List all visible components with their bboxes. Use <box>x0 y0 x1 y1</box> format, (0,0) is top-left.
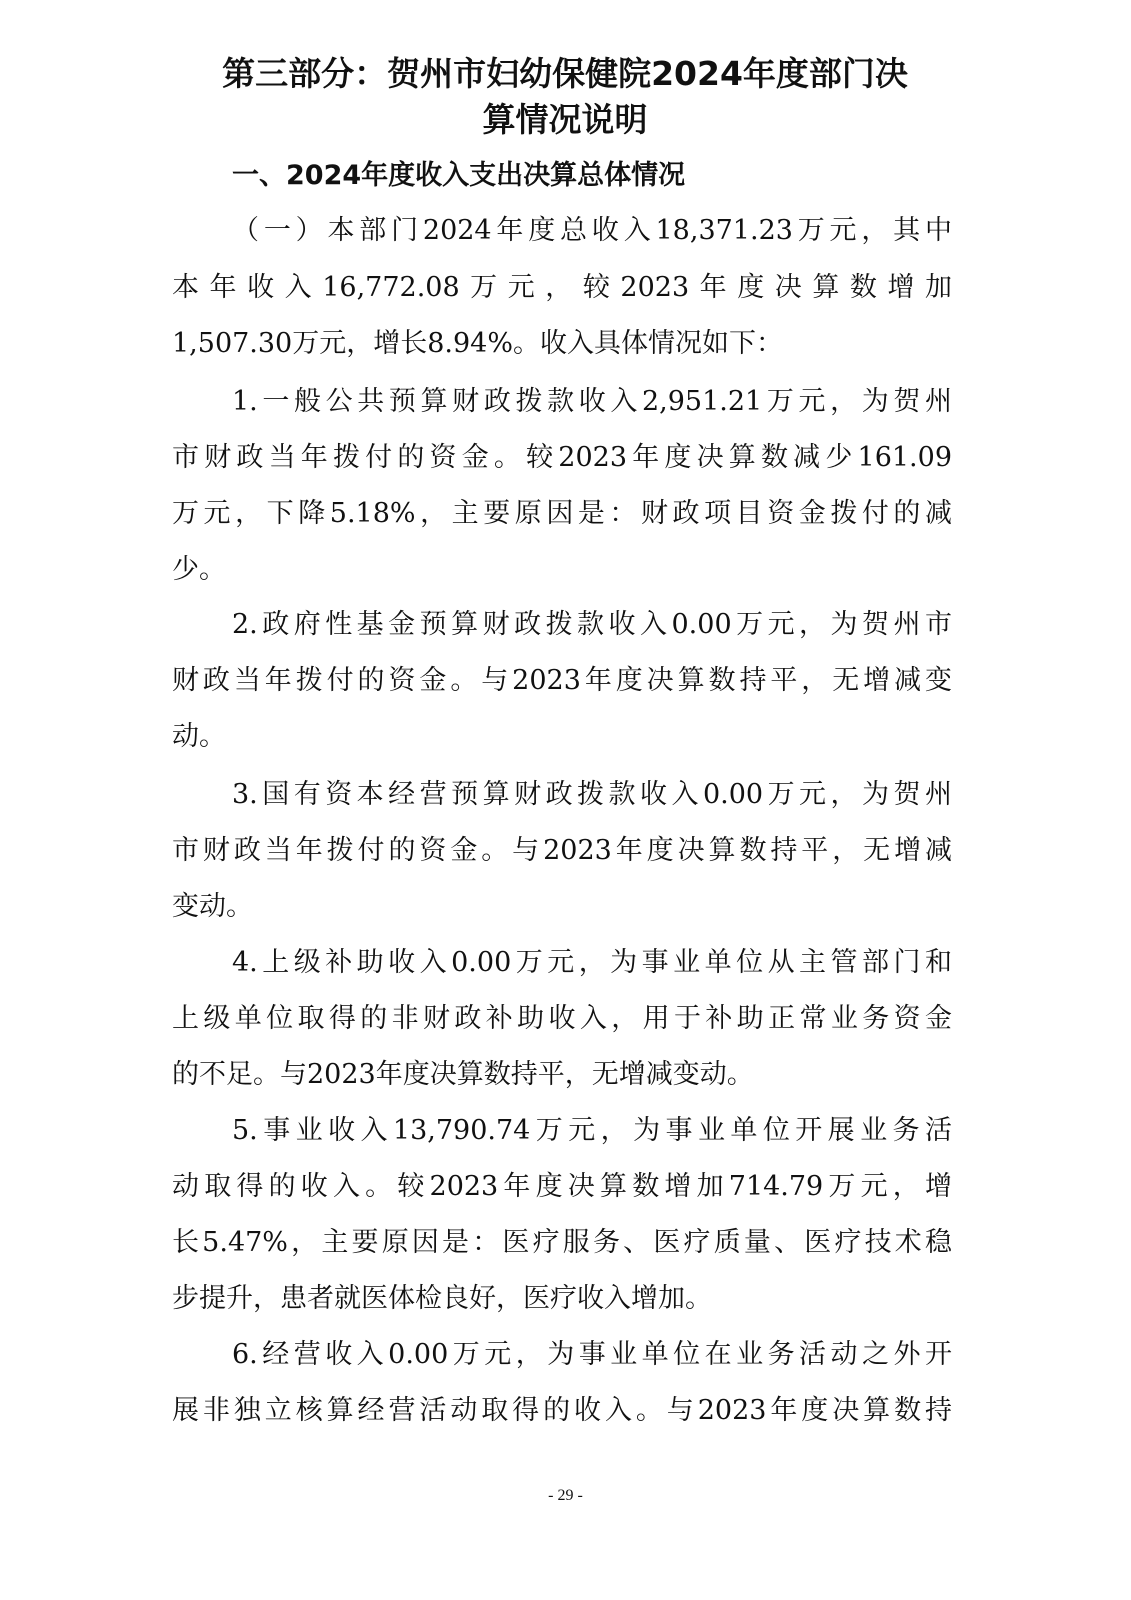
body-line: 市财政当年拨付的资金。较2023年度决算数减少161.09 <box>172 442 952 473</box>
body-line: 少。 <box>172 554 226 585</box>
body-line: 步提升，患者就医体检良好，医疗收入增加。 <box>172 1283 712 1314</box>
body-line: 展非独立核算经营活动取得的收入。与2023年度决算数持 <box>172 1395 952 1426</box>
body-line: 万元，下降5.18%，主要原因是：财政项目资金拨付的减 <box>172 498 952 529</box>
body-line: 2.政府性基金预算财政拨款收入0.00万元，为贺州市 <box>232 609 952 640</box>
body-line: 动。 <box>172 721 226 752</box>
body-line: 1.一般公共预算财政拨款收入2,951.21万元，为贺州 <box>232 386 952 417</box>
body-line: 财政当年拨付的资金。与2023年度决算数持平，无增减变 <box>172 665 952 696</box>
body-line: 动取得的收入。较2023年度决算数增加714.79万元，增 <box>172 1171 952 1202</box>
body-line: 5.事业收入13,790.74万元，为事业单位开展业务活 <box>232 1115 952 1146</box>
body-line: 4.上级补助收入0.00万元，为事业单位从主管部门和 <box>232 947 952 978</box>
body-line: 上级单位取得的非财政补助收入，用于补助正常业务资金 <box>172 1003 952 1034</box>
body-line: 3.国有资本经营预算财政拨款收入0.00万元，为贺州 <box>232 779 952 810</box>
page-title-line-1: 第三部分：贺州市妇幼保健院2024年度部门决 <box>222 54 908 93</box>
page-title-line-2: 算情况说明 <box>482 100 648 139</box>
page-number: - 29 - <box>548 1487 583 1504</box>
body-line: 变动。 <box>172 891 253 922</box>
body-line: 长5.47%，主要原因是：医疗服务、医疗质量、医疗技术稳 <box>172 1227 952 1258</box>
body-line: 的不足。与2023年度决算数持平，无增减变动。 <box>172 1059 754 1090</box>
body-line: （一）本部门2024年度总收入18,371.23万元，其中 <box>232 215 952 246</box>
body-line: 6.经营收入0.00万元，为事业单位在业务活动之外开 <box>232 1339 952 1370</box>
section-heading: 一、2024年度收入支出决算总体情况 <box>232 160 686 191</box>
body-line: 本年收入16,772.08万元，较2023年度决算数增加 <box>172 272 952 303</box>
body-line: 市财政当年拨付的资金。与2023年度决算数持平，无增减 <box>172 835 952 866</box>
body-line: 1,507.30万元，增长8.94%。收入具体情况如下： <box>172 328 784 359</box>
